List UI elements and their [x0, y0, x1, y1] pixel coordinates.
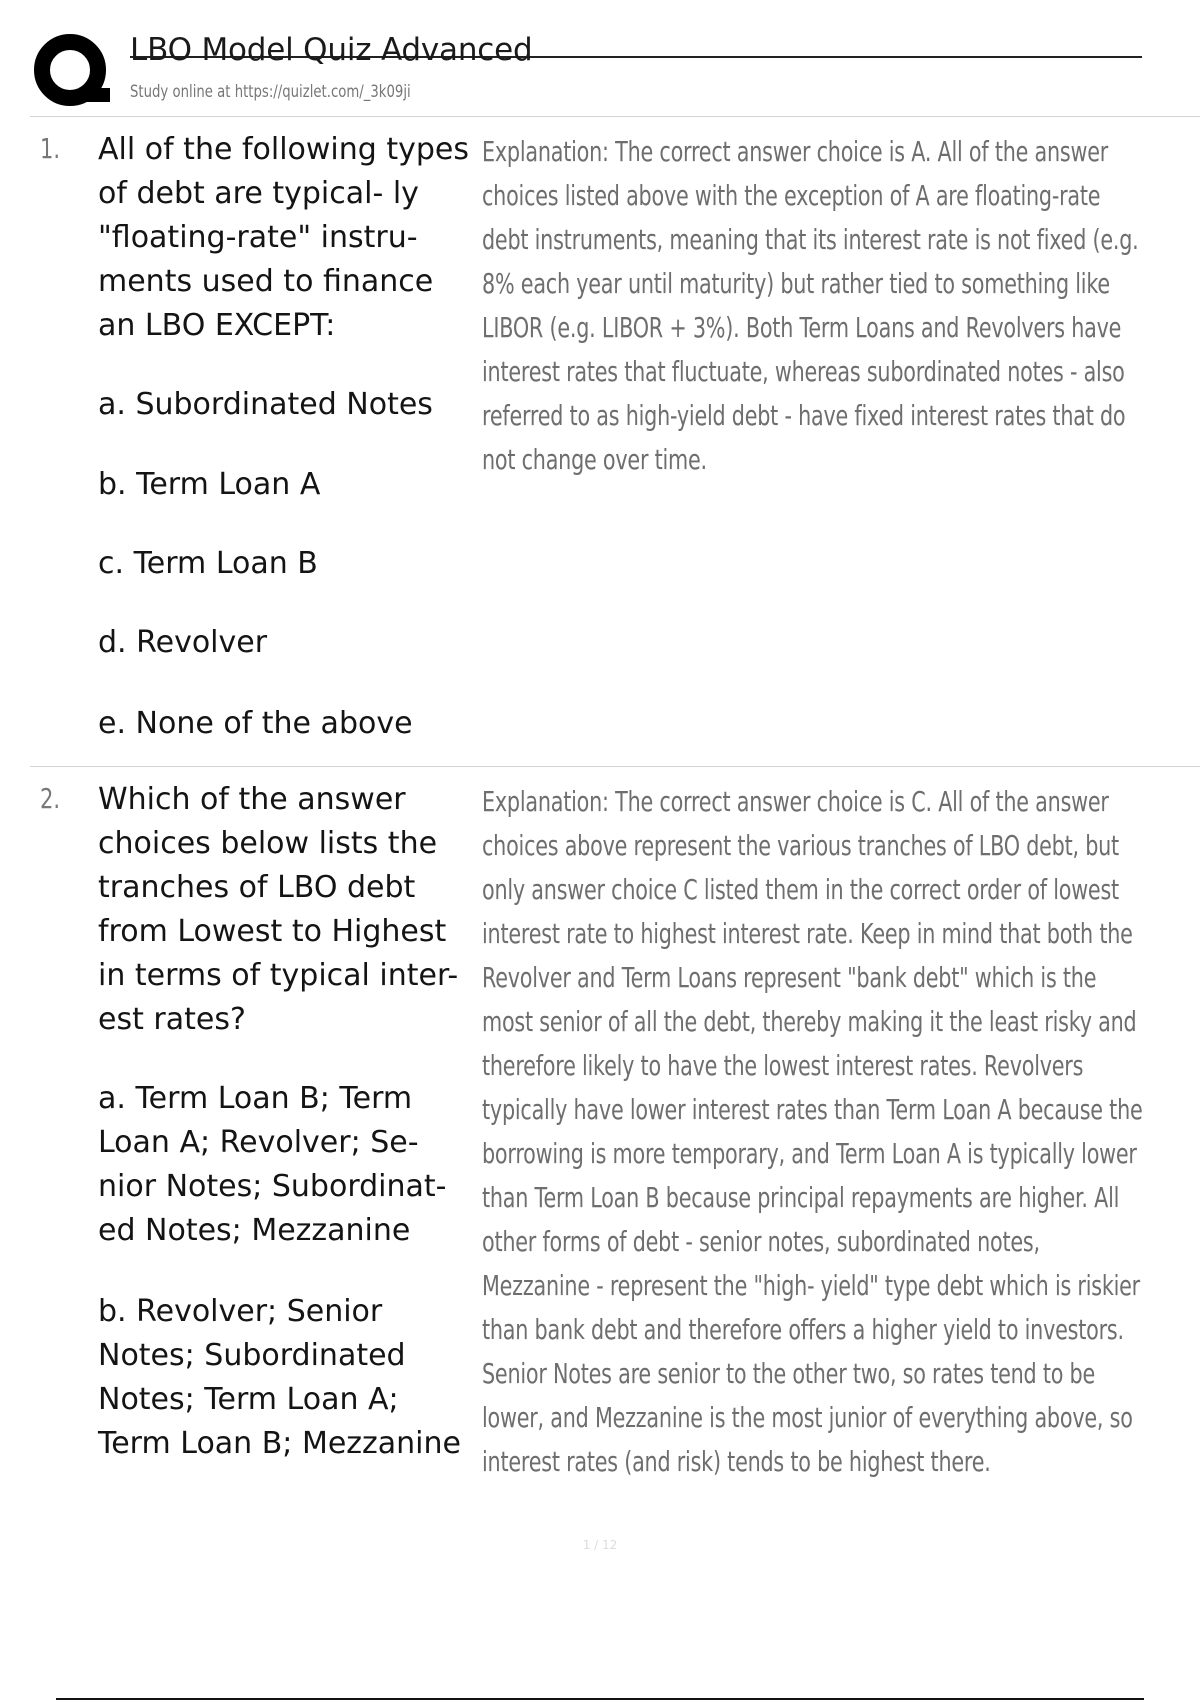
question-divider: [30, 766, 1200, 767]
answer-option: a. Subordinated Notes: [98, 387, 433, 422]
quizlet-logo-icon: [32, 32, 112, 112]
answer-option: e. None of the above: [98, 706, 413, 741]
answer-option: d. Revolver: [98, 625, 268, 660]
question-number: 2.: [40, 782, 61, 815]
answer-explanation: Explanation: The correct answer choice is C. All of the answer choices above represent the various tranches of LBO debt, but only answer choice C listed them in the correct order of lowest interest rate to highest interest rate. Keep in mind that both the Revolver and Term Loans represent "bank debt" which is the most senior of all the debt, thereby making it the least risky and therefore likely to have the lowest interest rates. Revolvers typically have lower interest rates than Term Loan A because the borrowing is more temporary, and Term Loan A is typically lower than Term Loan B because principal repayments are higher. All other forms of debt - senior notes, subordinated notes, Mezzanine - represent the "high- yield" type debt which is riskier than bank debt and therefore offers a higher yield to investors. Senior Notes are senior to the other two, so rates tend to be lower, and Mezzanine is the most junior of everything above, so interest rates (and risk) tends to be highest there.: [482, 785, 1143, 1478]
question-number: 1.: [40, 132, 61, 165]
answer-option: b. Term Loan A: [98, 467, 321, 502]
answer-option: c. Term Loan B: [98, 546, 318, 581]
answer-option: b. Revolver; Senior Notes; Subordinated Notes; Term Loan A; Term Loan B; Mezzanine: [98, 1294, 461, 1461]
question-text: Which of the answer choices below lists the tranches of LBO debt from Lowest to Highest in terms of typical inter- est rates?: [98, 782, 459, 1037]
question-text: All of the following types of debt are typical- ly "floating-rate" instru- ments used to finance an LBO EXCEPT:: [98, 132, 470, 343]
header-divider: [30, 116, 1200, 117]
study-online-link[interactable]: Study online at https://quizlet.com/_3k09ji: [130, 82, 411, 102]
page-number: 1 / 12: [582, 1538, 618, 1552]
answer-explanation: Explanation: The correct answer choice is A. All of the answer choices listed above with the exception of A are floating-rate debt instruments, meaning that its interest rate is not fixed (e.g. 8% each year until maturity) but rather tied to something like LIBOR (e.g. LIBOR + 3%). Both Term Loans and Revolvers have interest rates that fluctuate, whereas subordinated notes - also referred to as high-yield debt - have fixed interest rates that do not change over time.: [482, 135, 1139, 476]
page-title: LBO Model Quiz Advanced: [130, 32, 533, 68]
answer-option: a. Term Loan B; Term Loan A; Revolver; Se- nior Notes; Subordinat- ed Notes; Mezzanine: [98, 1081, 447, 1248]
